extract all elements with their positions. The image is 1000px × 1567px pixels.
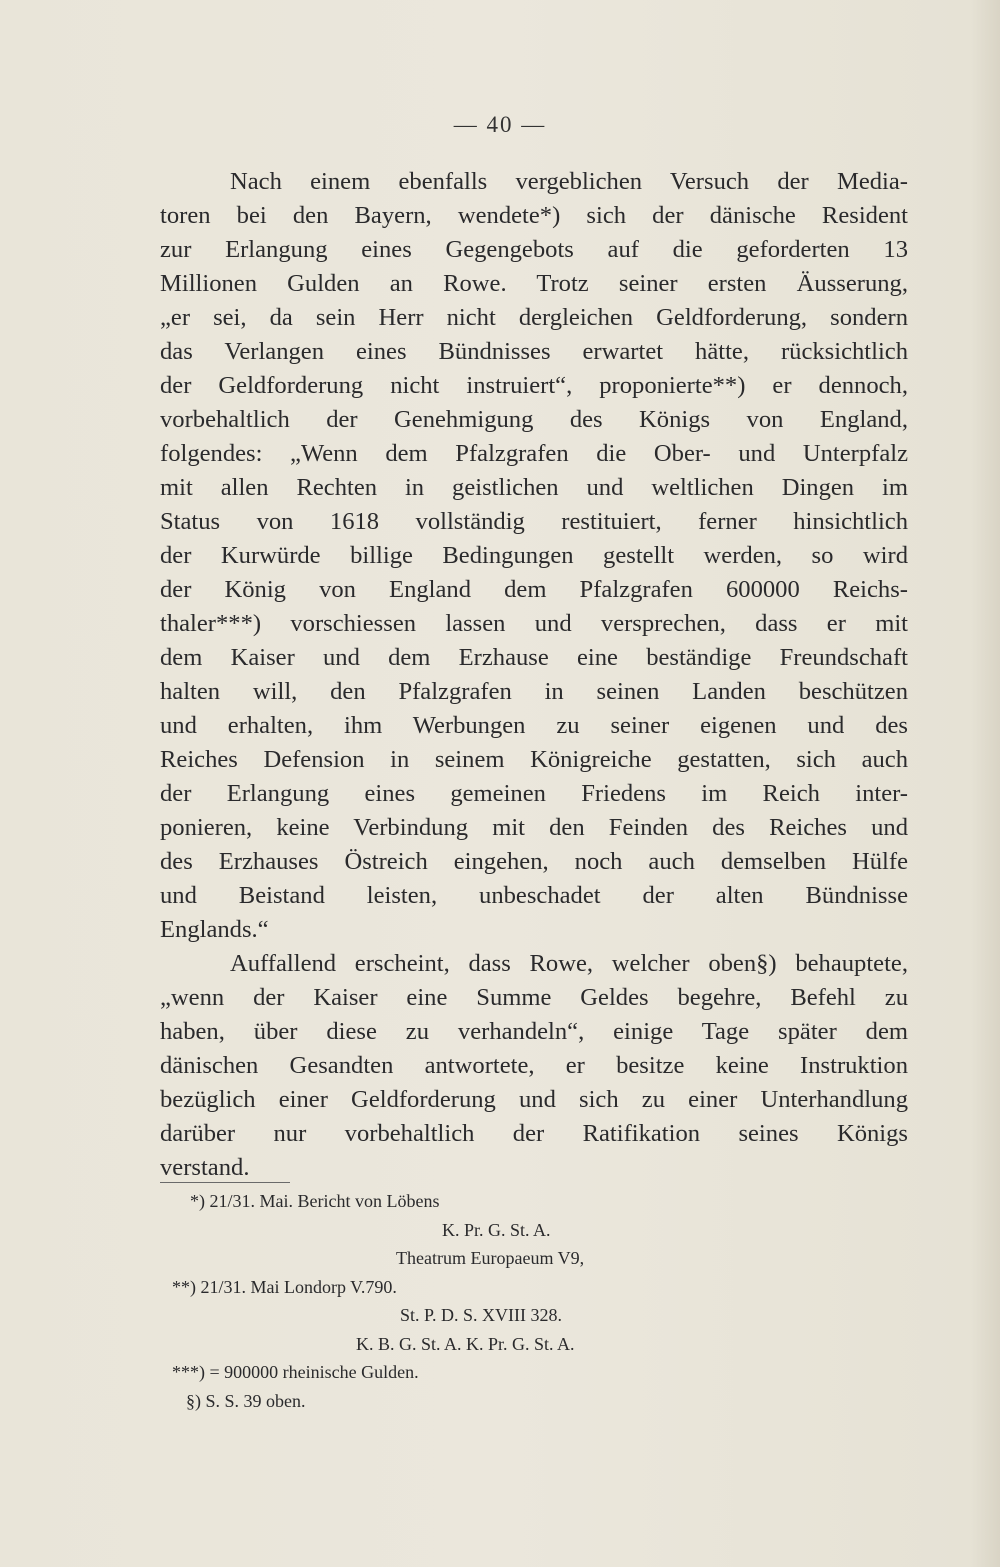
text-line: darüber nur vorbehaltlich der Ratifikation seines Königs [160, 1120, 908, 1147]
text-line: folgendes: „Wenn dem Pfalzgrafen die Ober- und Unterpfalz [160, 440, 908, 467]
text-line: der Kurwürde billige Bedingungen gestellt werden, so wird [160, 542, 908, 569]
footnote-line: *) 21/31. Mai. Bericht von Löbens [190, 1191, 440, 1211]
text-line: dem Kaiser und dem Erzhause eine beständige Freundschaft [160, 644, 908, 671]
text-line: Status von 1618 vollständig restituiert, ferner hinsichtlich [160, 508, 908, 535]
paragraph-1 [160, 165, 908, 947]
footnotes [160, 1182, 760, 1415]
footnote-line: K. B. G. St. A. K. Pr. G. St. A. [356, 1333, 575, 1354]
text-line: der König von England dem Pfalzgrafen 600000 Reichs- [160, 576, 908, 603]
text-line: verstand. [160, 1154, 250, 1181]
text-line: und Beistand leisten, unbeschadet der alten Bündnisse [160, 882, 908, 909]
footnote-line: St. P. D. S. XVIII 328. [400, 1305, 563, 1325]
text-line: halten will, den Pfalzgrafen in seinen Landen beschützen [160, 678, 908, 705]
text-line: bezüglich einer Geldforderung und sich zu einer Unterhandlung [160, 1086, 908, 1113]
text-line: Englands.“ [160, 916, 269, 943]
page-number: — 40 — [453, 112, 547, 137]
text-line: dänischen Gesandten antwortete, er besitze keine Instruktion [160, 1052, 908, 1079]
text-line: des Erzhauses Östreich eingehen, noch auch demselben Hülfe [160, 848, 908, 875]
text-line: Auffallend erscheint, dass Rowe, welcher oben§) behauptete, [230, 950, 908, 977]
text-line: thaler***) vorschiessen lassen und versprechen, dass er mit [160, 610, 908, 637]
text-line: Millionen Gulden an Rowe. Trotz seiner ersten Äusserung, [160, 270, 908, 297]
body-text [160, 165, 908, 1185]
text-line: toren bei den Bayern, wendete*) sich der dänische Resident [160, 202, 908, 229]
text-line: Nach einem ebenfalls vergeblichen Versuch der Media- [230, 168, 908, 195]
footnote-line: ***) = 900000 rheinische Gulden. [172, 1362, 419, 1382]
footnote-list [160, 1187, 760, 1415]
text-line: „er sei, da sein Herr nicht dergleichen Geldforderung, sondern [160, 304, 908, 331]
text-line: Reiches Defension in seinem Königreiche gestatten, sich auch [160, 746, 908, 773]
paragraph-2 [160, 947, 908, 1185]
text-line: das Verlangen eines Bündnisses erwartet hätte, rücksichtlich [160, 338, 908, 365]
text-line: haben, über diese zu verhandeln“, einige Tage später dem [160, 1018, 908, 1045]
footnote-line: §) S. S. 39 oben. [186, 1390, 306, 1411]
footnote-line: K. Pr. G. St. A. [442, 1219, 551, 1240]
text-line: und erhalten, ihm Werbungen zu seiner eigenen und des [160, 712, 908, 739]
text-line: vorbehaltlich der Genehmigung des Königs von England, [160, 406, 908, 433]
text-line: der Geldforderung nicht instruiert“, proponierte**) er dennoch, [160, 372, 908, 399]
text-line: „wenn der Kaiser eine Summe Geldes begehre, Befehl zu [160, 984, 908, 1011]
text-line: zur Erlangung eines Gegengebots auf die geforderten 13 [160, 236, 908, 263]
text-line: ponieren, keine Verbindung mit den Feinden des Reiches und [160, 814, 908, 841]
footnote-line: Theatrum Europaeum V9, [396, 1248, 585, 1268]
footnote-rule [160, 1182, 290, 1183]
text-line: mit allen Rechten in geistlichen und weltlichen Dingen im [160, 474, 908, 501]
text-line: der Erlangung eines gemeinen Friedens im Reich inter- [160, 780, 908, 807]
footnote-line: **) 21/31. Mai Londorp V.790. [172, 1276, 397, 1297]
